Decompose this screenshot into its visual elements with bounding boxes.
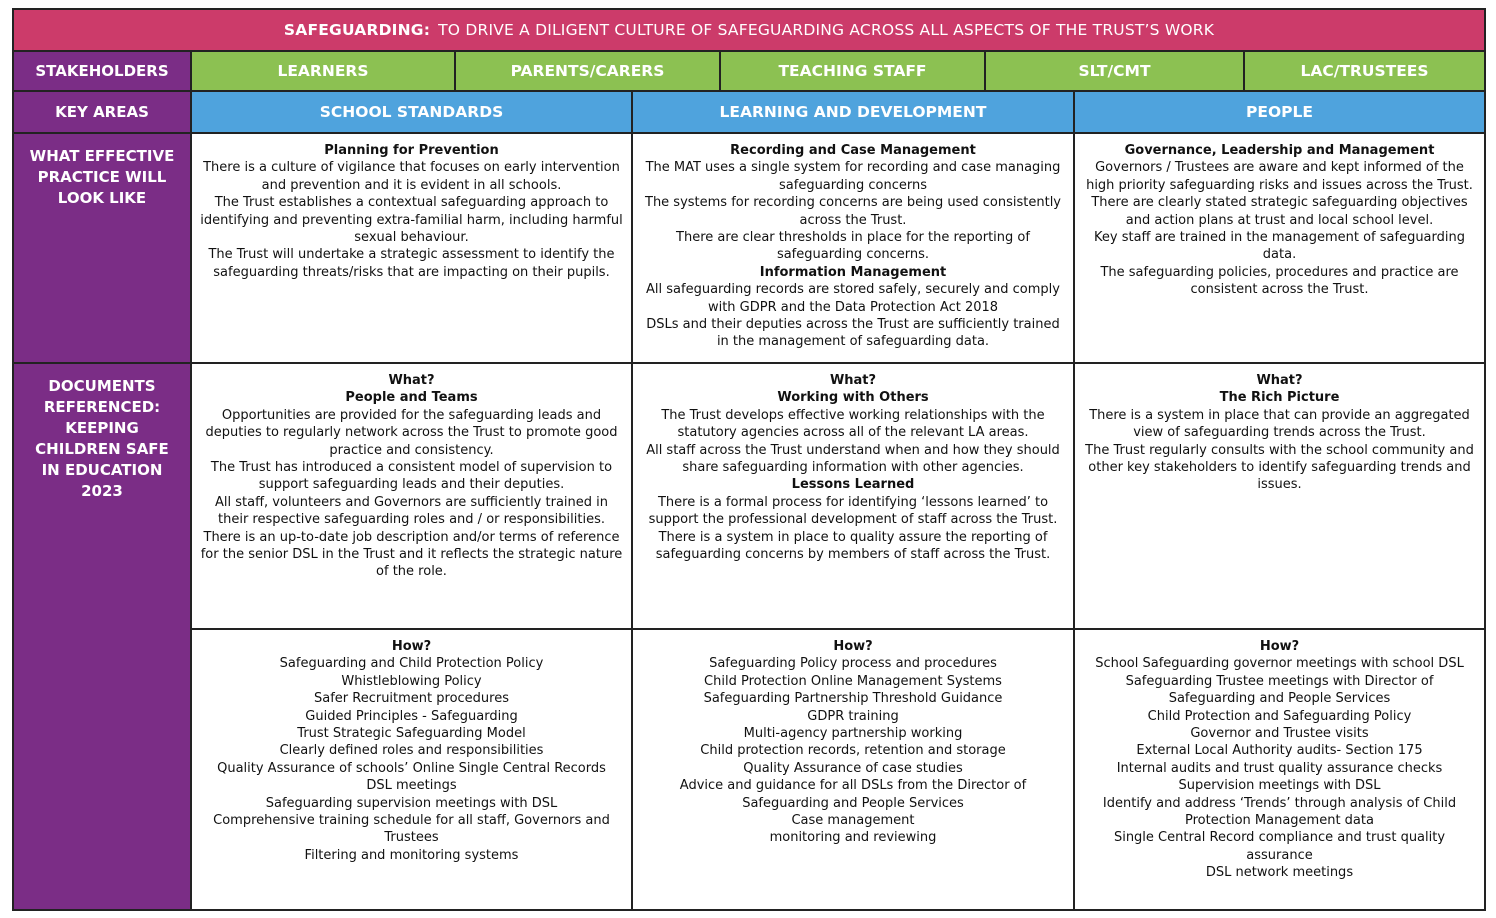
key-area-school-standards: SCHOOL STANDARDS: [190, 90, 633, 134]
cell-text: School Safeguarding governor meetings with school DSL: [1095, 656, 1464, 672]
cell-text: Guided Principles - Safeguarding: [305, 708, 518, 724]
safeguarding-table: [12, 8, 1486, 911]
what-people: [1073, 362, 1486, 630]
cell-text: Safeguarding supervision meetings with DSL: [265, 795, 558, 811]
cell-text: There is a formal process for identifying ‘lessons learned’ to support the professional development of staff across the Trust.: [648, 494, 1058, 528]
row-label-documents-referenced: DOCUMENTS REFERENCED: KEEPING CHILDREN SAFE IN EDUCATION 2023: [12, 362, 192, 911]
table-banner: [12, 8, 1486, 52]
cell-text: GDPR training: [807, 708, 899, 724]
cell-heading: Governance, Leadership and Management: [1124, 143, 1435, 158]
cell-text: The MAT uses a single system for recording and case managing safeguarding concerns: [645, 160, 1061, 193]
cell-text: Safer Recruitment procedures: [313, 691, 510, 707]
cell-text: Case management: [791, 813, 915, 829]
cell-text: All staff, volunteers and Governors are sufficiently trained in their respective safeguarding roles and / or responsibilities.: [214, 494, 608, 528]
cell-text: Opportunities are provided for the safeguarding leads and deputies to regularly network across the Trust to promote good practice and consistency.: [205, 407, 618, 458]
cell-heading: Information Management: [759, 264, 947, 280]
cell-text: The safeguarding policies, procedures and practice are consistent across the Trust.: [1100, 264, 1459, 298]
what-school-standards: [190, 362, 633, 630]
stakeholder-lac-trustees: LAC/TRUSTEES: [1243, 50, 1486, 92]
what-learning-development: [631, 362, 1075, 630]
cell-text: Child protection records, retention and storage: [700, 743, 1006, 759]
cell-text: There is an up-to-date job description and/or terms of reference for the senior DSL in the Trust and it reflects the strategic nature of the role.: [200, 529, 623, 580]
cell-text: Key staff are trained in the management of safeguarding data.: [1094, 230, 1465, 263]
cell-text: External Local Authority audits- Section 175: [1136, 743, 1423, 759]
cell-heading: Recording and Case Management: [730, 143, 976, 158]
cell-text: All safeguarding records are stored safely, securely and comply with GDPR and the Data Protection Act 2018: [646, 282, 1060, 315]
cell-heading: What?: [1256, 373, 1303, 388]
row-label-effective-practice: WHAT EFFECTIVE PRACTICE WILL LOOK LIKE: [12, 132, 192, 364]
cell-text: Single Central Record compliance and trust quality assurance: [1113, 830, 1446, 863]
key-area-people: PEOPLE: [1073, 90, 1486, 134]
stakeholder-teaching-staff: TEACHING STAFF: [719, 50, 986, 92]
cell-text: Quality Assurance of case studies: [743, 760, 963, 776]
cell-heading: How?: [1259, 639, 1300, 654]
practice-people: [1073, 132, 1486, 364]
cell-text: Supervision meetings with DSL: [1178, 778, 1381, 794]
cell-text: There is a culture of vigilance that focuses on early intervention and prevention and it is evident in all schools.: [203, 160, 620, 193]
cell-text: There are clearly stated strategic safeguarding objectives and action plans at trust and local school level.: [1091, 195, 1468, 228]
cell-text: monitoring and reviewing: [769, 830, 937, 846]
cell-heading: Working with Others: [777, 390, 929, 406]
cell-text: Whistleblowing Policy: [341, 673, 482, 689]
stakeholder-parents-carers: PARENTS/CARERS: [454, 50, 721, 92]
row-label-key-areas: KEY AREAS: [12, 90, 192, 134]
cell-text: DSLs and their deputies across the Trust are sufficiently trained in the management of safeguarding data.: [646, 317, 1060, 350]
cell-text: Quality Assurance of schools’ Online Single Central Records: [217, 760, 606, 776]
cell-text: The Trust regularly consults with the school community and other key stakeholders to identify safeguarding trends and issues.: [1085, 442, 1474, 493]
cell-text: There are clear thresholds in place for the reporting of safeguarding concerns.: [676, 230, 1030, 263]
cell-text: DSL meetings: [366, 778, 457, 794]
how-people: [1073, 628, 1486, 911]
cell-text: The Trust establishes a contextual safeguarding approach to identifying and preventing extra-familial harm, including harmful sexual behaviour.: [200, 195, 623, 246]
cell-text: Identify and address ‘Trends’ through analysis of Child Protection Management data: [1102, 795, 1457, 829]
cell-text: Comprehensive training schedule for all staff, Governors and Trustees: [213, 813, 610, 846]
cell-text: Trust Strategic Safeguarding Model: [297, 726, 526, 742]
cell-text: Governors / Trustees are aware and kept informed of the high priority safeguarding risks and issues across the Trust.: [1086, 160, 1473, 193]
cell-text: Advice and guidance for all DSLs from the Director of Safeguarding and People Services: [679, 778, 1027, 811]
cell-heading: How?: [833, 639, 873, 654]
cell-heading: Lessons Learned: [791, 477, 915, 493]
cell-text: There is a system in place that can provide an aggregated view of safeguarding trends across the Trust.: [1089, 407, 1470, 441]
cell-text: There is a system in place to quality assure the reporting of safeguarding concerns by members of staff across the Trust.: [655, 529, 1051, 563]
cell-text: Multi-agency partnership working: [743, 726, 963, 742]
cell-text: Child Protection Online Management Systems: [704, 673, 1002, 689]
cell-text: The systems for recording concerns are being used consistently across the Trust.: [645, 195, 1061, 228]
cell-heading: What?: [829, 373, 877, 388]
row-label-stakeholders: STAKEHOLDERS: [12, 50, 192, 92]
cell-text: Internal audits and trust quality assurance checks: [1116, 760, 1443, 776]
stakeholder-learners: LEARNERS: [190, 50, 456, 92]
cell-text: Child Protection and Safeguarding Policy: [1147, 708, 1412, 724]
cell-heading: What?: [388, 373, 435, 388]
cell-text: Safeguarding and Child Protection Policy: [279, 656, 544, 672]
cell-heading: The Rich Picture: [1219, 390, 1340, 406]
how-learning-development: [631, 628, 1075, 911]
stakeholder-slt-cmt: SLT/CMT: [984, 50, 1245, 92]
how-school-standards: [190, 628, 633, 911]
banner-title-bold: SAFEGUARDING:: [283, 21, 431, 39]
cell-heading: People and Teams: [345, 390, 478, 406]
cell-text: The Trust develops effective working relationships with the statutory agencies across all of the relevant LA areas.: [661, 407, 1045, 441]
cell-heading: How?: [391, 639, 432, 654]
cell-text: Clearly defined roles and responsibilities: [279, 743, 544, 759]
cell-text: Governor and Trustee visits: [1190, 726, 1369, 742]
cell-text: Filtering and monitoring systems: [304, 847, 519, 863]
cell-text: The Trust has introduced a consistent model of supervision to support safeguarding leads and their deputies.: [210, 460, 613, 493]
practice-school-standards: [190, 132, 633, 364]
cell-text: All staff across the Trust understand when and how they should share safeguarding information with other agencies.: [646, 442, 1060, 476]
cell-text: The Trust will undertake a strategic assessment to identify the safeguarding threats/risks that are impacting on their pupils.: [208, 247, 615, 280]
key-area-learning-development: LEARNING AND DEVELOPMENT: [631, 90, 1075, 134]
practice-learning-development: [631, 132, 1075, 364]
cell-text: Safeguarding Partnership Threshold Guidance: [703, 691, 1003, 707]
banner-title-rest: TO DRIVE A DILIGENT CULTURE OF SAFEGUARDING ACROSS ALL ASPECTS OF THE TRUST’S WORK: [438, 21, 1215, 39]
cell-text: Safeguarding Trustee meetings with Director of Safeguarding and People Services: [1125, 673, 1434, 707]
cell-text: Safeguarding Policy process and procedures: [709, 656, 997, 672]
cell-heading: Planning for Prevention: [324, 143, 499, 158]
cell-text: DSL network meetings: [1205, 865, 1354, 881]
